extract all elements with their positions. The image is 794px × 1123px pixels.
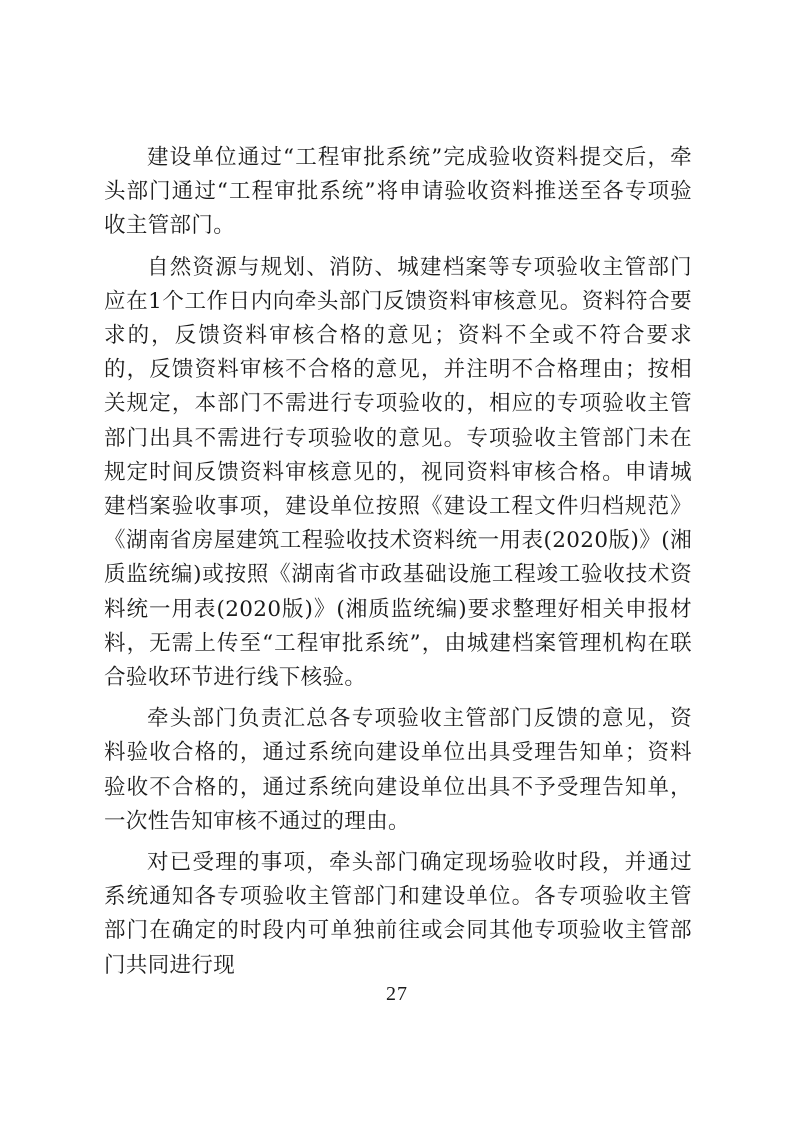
paragraph-3: 牵头部门负责汇总各专项验收主管部门反馈的意见，资料验收合格的，通过系统向建设单位出具受理告知单；资料验收不合格的，通过系统向建设单位出具不予受理告知单，一次性告知审核不通过的理由。 bbox=[104, 706, 692, 834]
page-number: 27 bbox=[386, 983, 408, 1005]
paragraph-1: 建设单位通过“工程审批系统”完成验收资料提交后，牵头部门通过“工程审批系统”将申请验收资料推送至各专项验收主管部门。 bbox=[104, 145, 692, 239]
body-text bbox=[104, 141, 692, 990]
paragraph-2: 自然资源与规划、消防、城建档案等专项验收主管部门应在1个工作日内向牵头部门反馈资料审核意见。资料符合要求的，反馈资料审核合格的意见；资料不全或不符合要求的，反馈资料审核不合格的意见，并注明不合格理由；按相关规定，本部门不需进行专项验收的，相应的专项验收主管部门出具不需进行专项验收的意见。专项验收主管部门未在规定时间反馈资料审核意见的，视同资料审核合格。申请城建档案验收事项，建设单位按照《建设工程文件归档规范》《湖南省房屋建筑工程验收技术资料统一用表(2020版)》(湘质监统编)或按照《湖南省市政基础设施工程竣工验收技术资料统一用表(2020版)》(湘质监统编)要求整理好相关申报材料，无需上传至“工程审批系统”，由城建档案管理机构在联合验收环节进行线下核验。 bbox=[104, 254, 692, 691]
paragraph-4: 对已受理的事项，牵头部门确定现场验收时段，并通过系统通知各专项验收主管部门和建设单位。各专项验收主管部门在确定的时段内可单独前往或会同其他专项验收主管部门共同进行现 bbox=[104, 850, 692, 978]
